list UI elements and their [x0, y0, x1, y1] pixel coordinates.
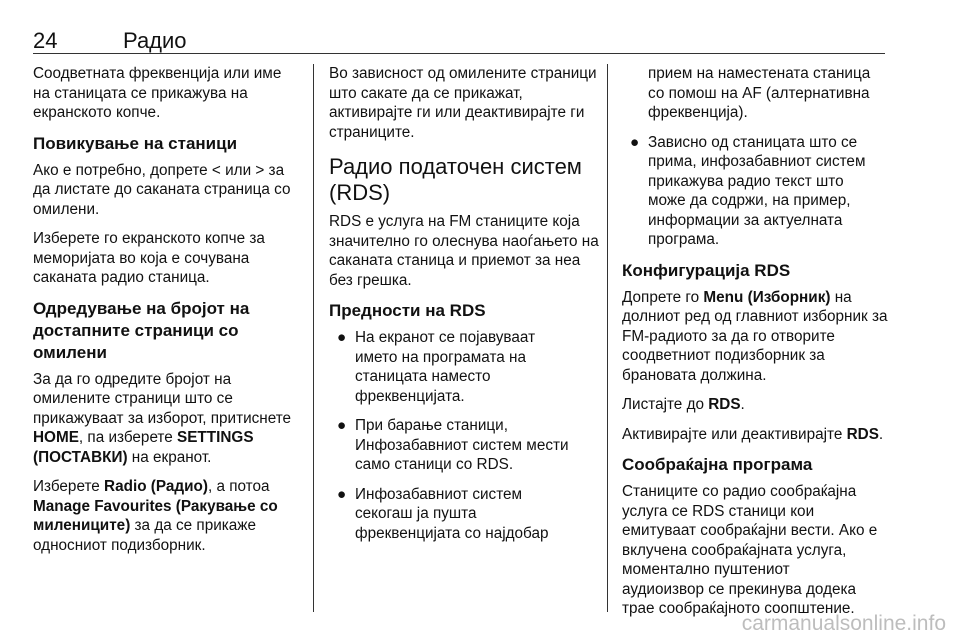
section-title: Радио	[123, 28, 187, 53]
page-number: 24	[33, 28, 58, 53]
bullet-icon: ●	[337, 329, 347, 346]
column-divider-2	[607, 64, 608, 612]
advantages-list	[329, 328, 599, 543]
column-3	[622, 64, 892, 629]
home-term: HOME	[33, 429, 79, 446]
list-item: ● На екранот се појавуваат името на програмата на станицата наместо фреквенцијата.	[337, 329, 536, 405]
heading-determine-pages: Одредување на бројот на достапните страници со омилени	[33, 298, 250, 362]
heading-rds: Радио податочен систем (RDS)	[329, 154, 582, 205]
list-item: ● Инфозабавниот систем секогаш ја пушта фреквенцијата со најдобар	[337, 485, 549, 542]
menu-term: Menu (Изборник)	[703, 288, 831, 306]
bullet-icon: ●	[337, 417, 347, 434]
rds-term: RDS	[708, 396, 741, 413]
heading-rds-advantages: Предности на RDS	[329, 301, 486, 320]
radio-term: Radio (Радио)	[104, 478, 208, 495]
heading-rds-configuration: Конфигурација RDS	[622, 260, 791, 280]
select-paragraph: Изберете го екранското копче за меморијата во која е сочувана саканата радио станица.	[33, 230, 265, 286]
less-than-symbol: <	[211, 161, 221, 179]
rds-term: RDS	[846, 425, 879, 443]
scroll-paragraph: Листајте до RDS.	[622, 396, 745, 413]
page-header	[33, 28, 893, 54]
bullet-icon: ●	[337, 485, 347, 503]
watermark: carmanualsonline.info	[741, 612, 946, 635]
list-continuation: прием на наместената станица со помош на AF (алтернативна фреквенција).	[648, 65, 871, 121]
list-item: ● Зависно од станицата што се прима, инфозабавниот систем прикажува радио текст што може да содржи, на пример, информации за актуелната програма.	[630, 133, 866, 248]
column-divider-1	[313, 64, 314, 612]
radio-paragraph: Изберете Radio (Радио), а потоа Manage Favourites (Ракување со милениците) за да се прикаже односниот подизборник.	[33, 478, 278, 554]
rds-paragraph: RDS е услуга на FM станиците која значително го олеснува наоѓањето на саканата станица и приемот за неа без грешка.	[329, 213, 599, 289]
activate-paragraph: Активирајте или деактивирајте RDS.	[622, 425, 884, 443]
column-2	[329, 64, 599, 553]
continuation-paragraph: Во зависност од омилените страници што сакате да се прикажат, активирајте ги или деактивирајте ги страниците.	[329, 65, 597, 141]
manage-favourites-term: Manage Favourites (Ракување со милениците)	[33, 497, 278, 534]
config-paragraph: Допрете го Menu (Изборник) на долниот ред од главниот изборник за FM-радиото за да го отворите соодветниот подизборник за брановата должина.	[622, 288, 888, 384]
heading-calling-stations: Повикување на станици	[33, 133, 238, 153]
greater-than-symbol: >	[255, 161, 265, 179]
advantages-list-continued	[622, 133, 892, 250]
header-rule	[33, 53, 885, 54]
count-paragraph: За да го одредите бројот на омилените страници што се прикажуваат за изборот, притиснете HOME, па изберете SETTINGS (ПОСТАВКИ) на екранот.	[33, 370, 292, 466]
heading-traffic-programme: Сообраќајна програма	[622, 455, 813, 474]
intro-paragraph: Соодветната фреквенција или име на станицата се прикажува на екранското копче.	[33, 65, 282, 121]
list-item: ● При барање станици, Инфозабавниот систем мести само станици со RDS.	[337, 417, 569, 473]
column-1	[33, 64, 298, 565]
settings-term: SETTINGS (ПОСТАВКИ)	[33, 429, 254, 466]
browse-paragraph: Ако е потребно, допрете < или > за да листате до саканата страница со омилени.	[33, 161, 291, 218]
traffic-paragraph: Станиците со радио сообраќајна услуга се RDS станици кои емитуваат сообраќајни вести. Ако е вклучена сообраќајната услуга, моментално пуштениот аудиоизвор се прекинува додека трае сообраќајното соопштение.	[622, 483, 878, 617]
bullet-icon: ●	[630, 133, 640, 151]
